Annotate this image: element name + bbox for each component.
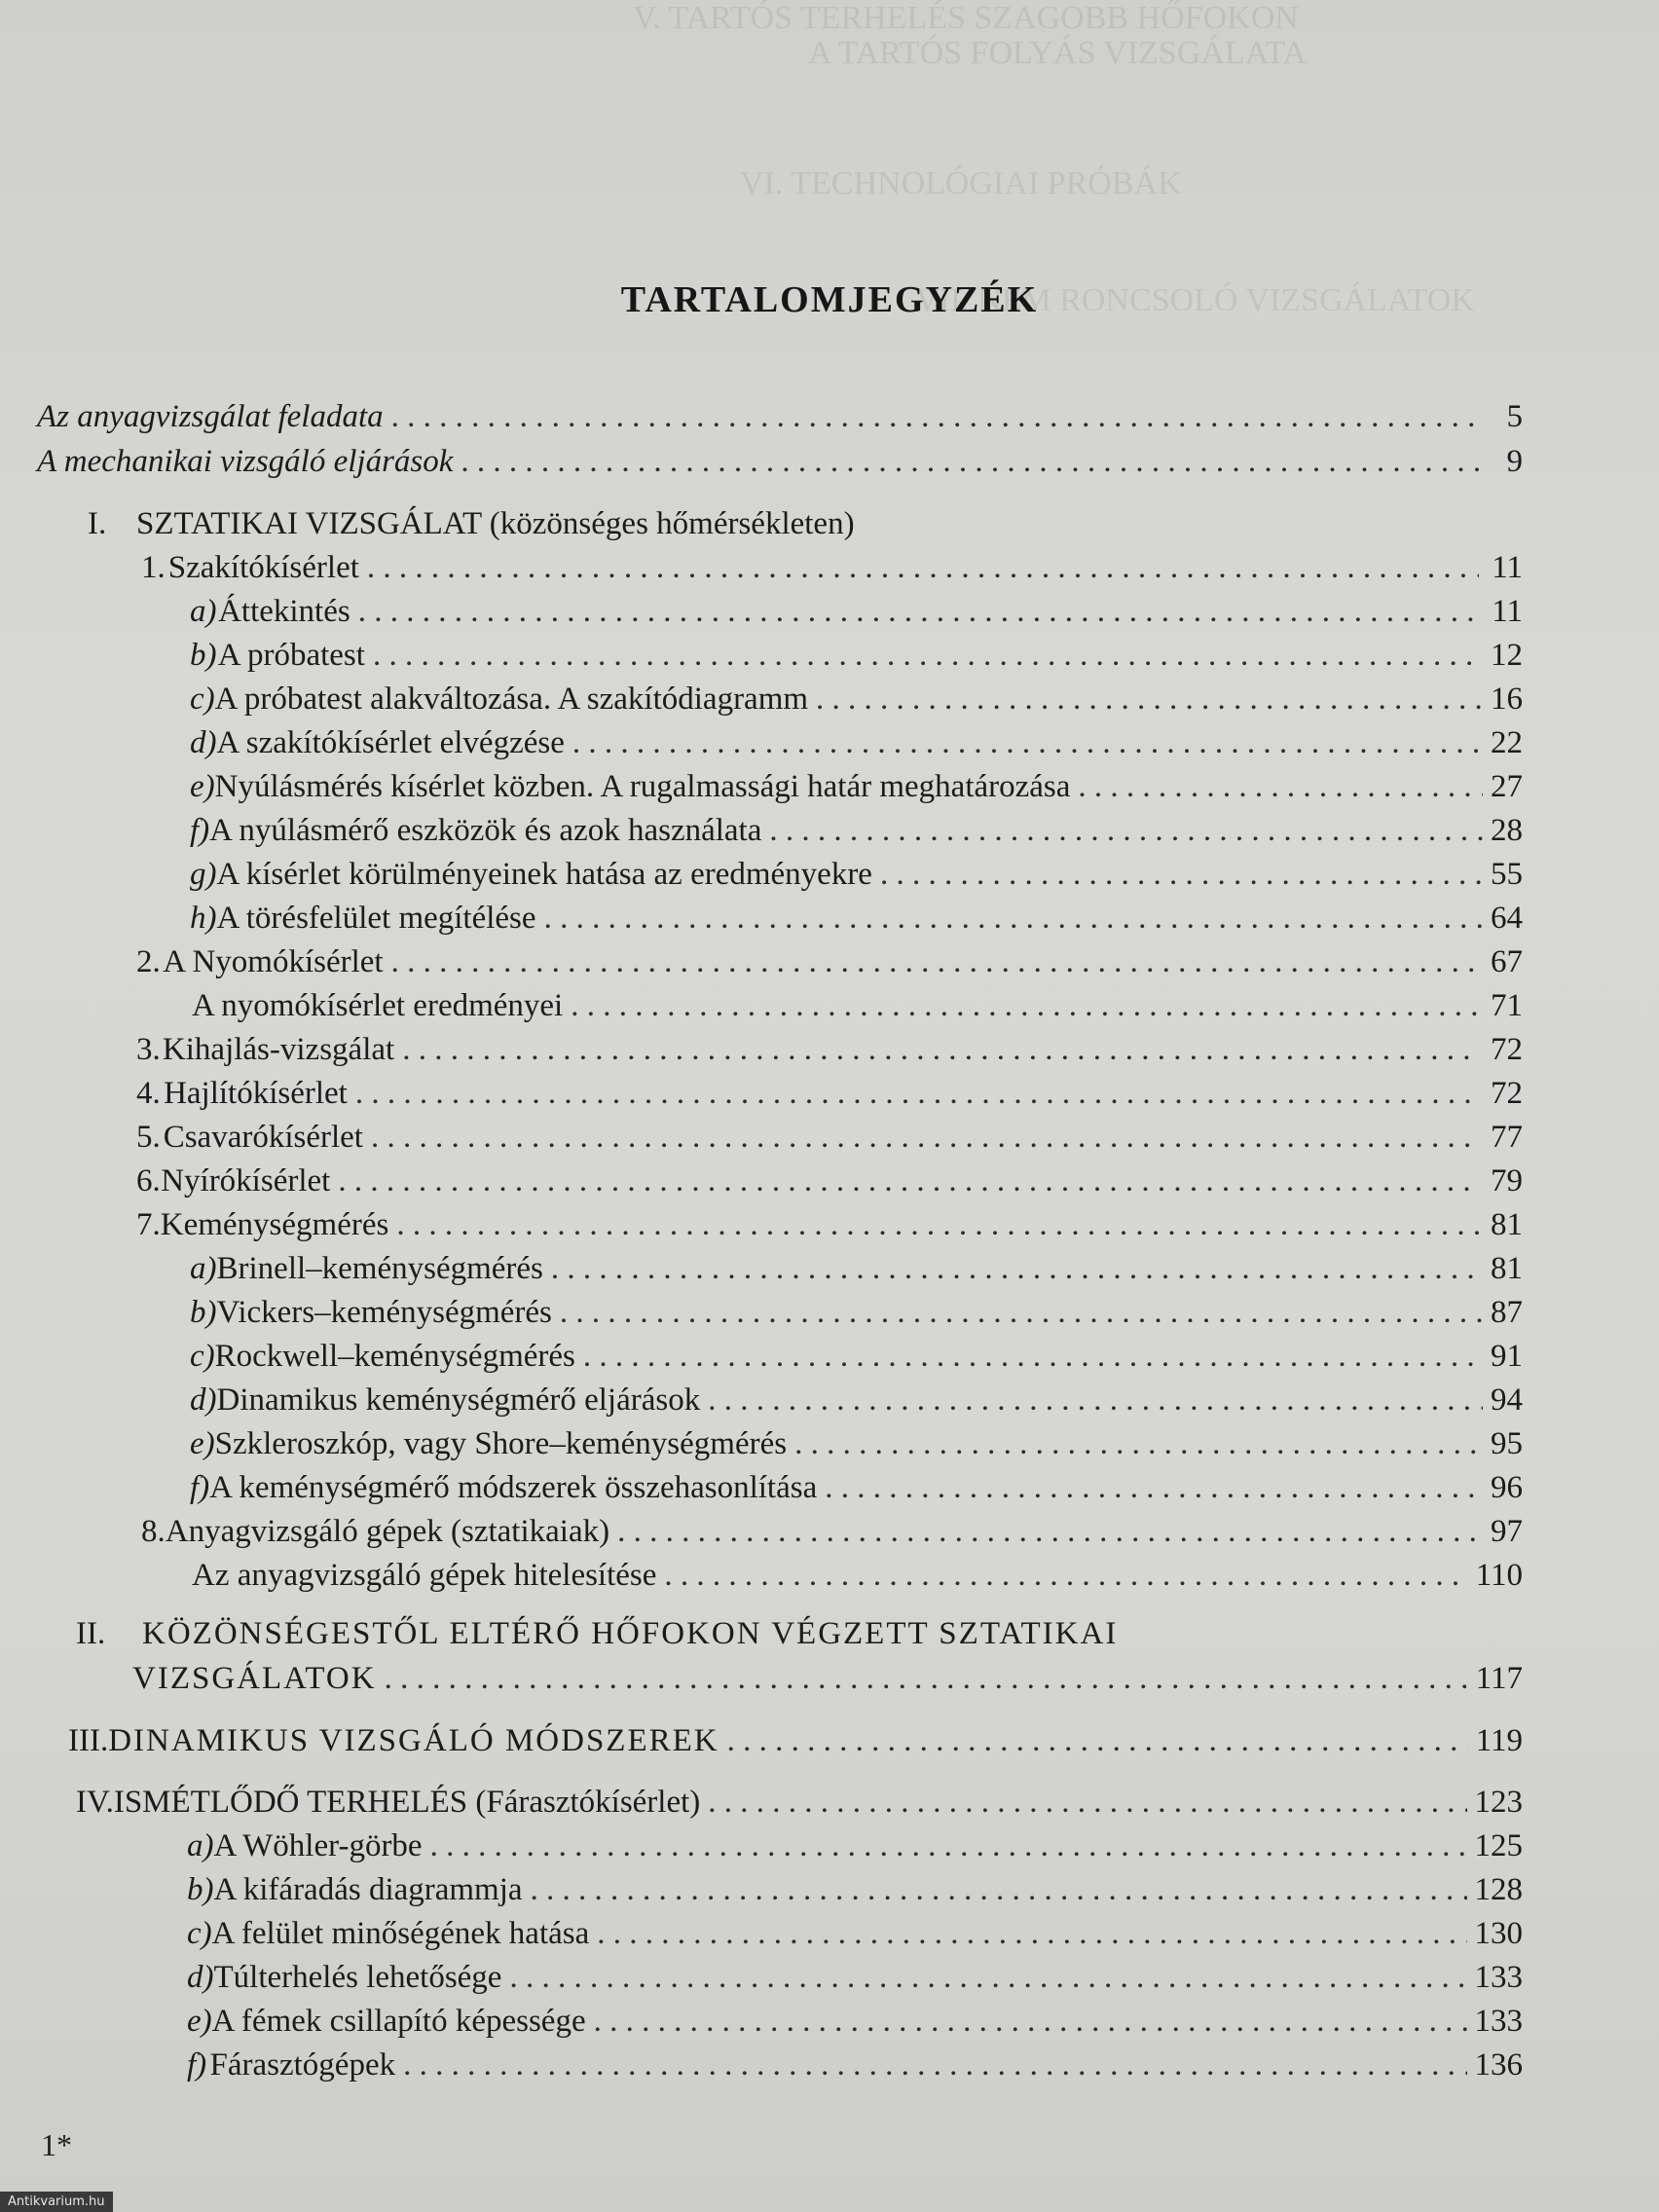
leader-dots (461, 444, 1481, 480)
toc-entry-marker: f) (190, 1470, 210, 1505)
toc-entry-label: A mechanikai vizsgáló eljárások (37, 444, 454, 479)
toc-entry-marker: d) (190, 1382, 217, 1418)
toc-entry-marker: 1. (141, 550, 166, 585)
toc-entry-marker: f) (190, 813, 210, 848)
bleed-through-text: VI. TECHNOLÓGIAI PRÓBÁK (740, 166, 1182, 202)
toc-entry (187, 1828, 1523, 1871)
toc-entry-marker: b) (190, 1295, 217, 1330)
toc-entry (136, 944, 1523, 987)
toc-entry-label: SZTATIKAI VIZSGÁLAT (közönséges hőmérsékleten) (136, 506, 855, 541)
toc-entry-marker: d) (190, 725, 217, 760)
toc-entry (190, 901, 1523, 943)
toc-entry (187, 1872, 1523, 1915)
toc-entry-page: 16 (1491, 682, 1523, 717)
toc-entry-page: 94 (1491, 1382, 1523, 1418)
toc-section-heading (68, 1723, 1523, 1766)
toc-entry-page: 136 (1474, 2047, 1523, 2083)
leader-dots (338, 1163, 1477, 1199)
leader-dots (594, 2004, 1467, 2040)
toc-entry-page: 133 (1474, 1960, 1523, 1995)
leader-dots (597, 1916, 1466, 1952)
toc-entry-label: Hajlítókísérlet (164, 1076, 348, 1111)
leader-dots (727, 1723, 1468, 1759)
toc-entry-label: Túlterhelés lehetősége (213, 1960, 502, 1995)
toc-entry (132, 1661, 1523, 1704)
toc-entry-marker: e) (190, 1426, 215, 1461)
toc-entry (136, 1120, 1523, 1162)
toc-entry-marker: 5. (136, 1120, 161, 1155)
toc-entry-page: 5 (1506, 399, 1523, 434)
toc-entry (190, 1382, 1523, 1425)
toc-entry-label: Dinamikus keménységmérő eljárások (216, 1382, 701, 1418)
toc-entry-marker: h) (190, 901, 217, 936)
toc-entry (187, 2004, 1523, 2046)
signature-mark: 1* (41, 2127, 72, 2162)
toc-entry-page: 28 (1491, 813, 1523, 848)
leader-dots (430, 1828, 1467, 1864)
toc-entry-label: Szakítókísérlet (167, 550, 359, 585)
toc-entry-label: A fémek csillapító képessége (211, 2004, 586, 2039)
toc-entry-page: 11 (1492, 594, 1523, 629)
leader-dots (664, 1558, 1467, 1594)
toc-entry-page: 72 (1490, 1076, 1523, 1111)
leader-dots (355, 1076, 1478, 1112)
toc-entry (37, 399, 1523, 442)
toc-entry (192, 1558, 1523, 1601)
toc-entry-page: 81 (1491, 1207, 1523, 1242)
toc-entry (37, 444, 1523, 487)
leader-dots (391, 399, 1480, 435)
toc-entry-marker: 2. (136, 944, 161, 979)
toc-entry (141, 1514, 1523, 1557)
toc-entry (136, 1076, 1523, 1119)
toc-entry-label: Anyagvizsgáló gépek (sztatikaiak) (165, 1514, 610, 1549)
leader-dots (572, 725, 1483, 761)
toc-entry (190, 1339, 1523, 1382)
toc-entry-page: 128 (1474, 1872, 1523, 1907)
toc-entry-marker: I. (88, 506, 107, 541)
leader-dots (385, 1661, 1468, 1697)
leader-dots (1078, 769, 1483, 805)
leader-dots (551, 1251, 1483, 1287)
toc-entry-marker: 8. (141, 1514, 166, 1549)
toc-entry (190, 638, 1523, 681)
toc-entry-label: A próbatest (217, 638, 365, 673)
toc-entry-page: 110 (1475, 1558, 1523, 1593)
toc-entry-label: Nyírókísérlet (161, 1163, 331, 1198)
toc-entry-page: 9 (1506, 444, 1523, 479)
toc-entry (187, 2047, 1523, 2090)
toc-entry-marker: b) (190, 638, 217, 673)
toc-entry (190, 769, 1523, 812)
toc-entry-label: Keménységmérés (160, 1207, 389, 1242)
toc-entry-page: 133 (1474, 2004, 1523, 2039)
bleed-through-text: A TARTÓS FOLYÁS VIZSGÁLATA (808, 35, 1308, 71)
toc-entry-marker: f) (187, 2047, 207, 2083)
toc-entry-marker: 4. (136, 1076, 161, 1111)
toc-entry-marker: e) (190, 769, 215, 804)
toc-entry-label: A felület minőségének hatása (211, 1916, 590, 1951)
toc-entry-marker: a) (190, 594, 217, 629)
leader-dots (396, 1207, 1479, 1243)
toc-entry-label: A nyomókísérlet eredményei (192, 988, 564, 1023)
toc-entry-marker: c) (190, 682, 215, 717)
toc-entry-label: DINAMIKUS VIZSGÁLÓ MÓDSZEREK (108, 1723, 719, 1758)
toc-entry-page: 64 (1491, 901, 1523, 936)
toc-entry-label: Vickers–keménységmérés (216, 1295, 552, 1330)
toc-entry-page: 117 (1475, 1661, 1523, 1696)
toc-entry-label: Kihajlás-vizsgálat (162, 1032, 395, 1067)
toc-entry (136, 1207, 1523, 1250)
toc-entry-page: 119 (1475, 1723, 1523, 1758)
toc-entry (190, 682, 1523, 724)
toc-entry-page: 67 (1491, 944, 1523, 979)
toc-entry (192, 988, 1523, 1031)
toc-entry-label: A Nyomókísérlet (163, 944, 384, 979)
toc-entry-label: Csavarókísérlet (163, 1120, 363, 1155)
toc-entry-marker: a) (190, 1251, 217, 1286)
toc-entry-label: Fárasztógépek (209, 2047, 396, 2083)
toc-entry-label: Rockwell–keménységmérés (214, 1339, 575, 1374)
toc-entry (190, 594, 1523, 637)
toc-entry-label: VIZSGÁLATOK (132, 1661, 377, 1696)
leader-dots (794, 1426, 1483, 1462)
toc-entry-label: A kísérlet körülményeinek hatása az eredményekre (216, 857, 872, 892)
toc-entry-label: A Wöhler-görbe (213, 1828, 423, 1863)
toc-entry-page: 91 (1491, 1339, 1523, 1374)
toc-entry (136, 1032, 1523, 1075)
toc-entry-page: 125 (1474, 1828, 1523, 1863)
leader-dots (571, 988, 1483, 1024)
toc-entry-page: 71 (1491, 988, 1523, 1023)
toc-entry-page: 97 (1491, 1514, 1523, 1549)
toc-entry (136, 1163, 1523, 1206)
toc-entry-marker: c) (187, 1916, 212, 1951)
toc-entry-label: A törésfelület megítélése (216, 901, 536, 936)
leader-dots (880, 857, 1483, 893)
toc-entry-marker: 7. (136, 1207, 161, 1242)
toc-entry-page: 22 (1491, 725, 1523, 760)
toc-entry (190, 1295, 1523, 1338)
watermark-label: Antikvarium.hu (0, 2192, 113, 2212)
toc-entry-label: Nyúlásmérés kísérlet közben. A rugalmassági határ meghatározása (214, 769, 1071, 804)
toc-entry-label: Áttekintés (218, 594, 350, 629)
leader-dots (391, 944, 1480, 980)
toc-entry (190, 725, 1523, 768)
leader-dots (769, 813, 1483, 849)
toc-entry-marker: d) (187, 1960, 214, 1995)
toc-section-heading (88, 506, 1523, 549)
toc-entry-marker: a) (187, 1828, 214, 1863)
leader-dots (402, 1032, 1480, 1068)
toc-entry-label: Az anyagvizsgáló gépek hitelesítése (192, 1558, 657, 1593)
page-title: TARTALOMJEGYZÉK (620, 279, 1039, 320)
bleed-through-text: VII. NEM RONCSOLÓ VIZSGÁLATOK (915, 282, 1475, 318)
toc-section-heading (76, 1785, 1523, 1827)
leader-dots (708, 1382, 1483, 1419)
toc-entry-marker: e) (187, 2004, 212, 2039)
leader-dots (560, 1295, 1483, 1331)
toc-entry-label: Szkleroszkóp, vagy Shore–keménységmérés (214, 1426, 788, 1461)
leader-dots (531, 1872, 1467, 1908)
toc-section-heading (76, 1616, 1523, 1659)
toc-entry-label: Brinell–keménységmérés (216, 1251, 543, 1286)
toc-entry-page: 12 (1490, 638, 1523, 673)
toc-entry-page: 81 (1491, 1251, 1523, 1286)
leader-dots (358, 594, 1479, 630)
toc-entry (190, 813, 1523, 856)
leader-dots (825, 1470, 1483, 1506)
toc-entry-label: KÖZÖNSÉGESTŐL ELTÉRŐ HŐFOKON VÉGZETT SZTATIKAI (142, 1616, 1119, 1651)
toc-entry-page: 72 (1490, 1032, 1523, 1067)
leader-dots (544, 901, 1483, 937)
toc-entry (190, 1426, 1523, 1469)
toc-entry-page: 87 (1491, 1295, 1523, 1330)
toc-entry-page: 79 (1491, 1163, 1523, 1198)
leader-dots (367, 550, 1479, 586)
leader-dots (583, 1339, 1483, 1375)
toc-entry-page: 96 (1491, 1470, 1523, 1505)
leader-dots (371, 1120, 1479, 1156)
toc-entry (187, 1916, 1523, 1959)
toc-entry-label: A szakítókísérlet elvégzése (216, 725, 565, 760)
toc-entry-page: 123 (1474, 1785, 1523, 1820)
bleed-through-text: V. TARTÓS TERHELÉS SZAGOBB HŐFOKON (633, 0, 1299, 36)
leader-dots (403, 2047, 1466, 2083)
toc-entry-page: 95 (1491, 1426, 1523, 1461)
toc-entry-marker: III. (68, 1723, 109, 1758)
toc-entry-marker: 6. (136, 1163, 161, 1198)
leader-dots (509, 1960, 1466, 1996)
toc-entry (187, 1960, 1523, 2003)
leader-dots (816, 682, 1483, 718)
toc-entry (190, 1470, 1523, 1513)
toc-entry (190, 1251, 1523, 1294)
toc-entry (141, 550, 1523, 593)
toc-entry-page: 77 (1490, 1120, 1523, 1155)
toc-entry-page: 11 (1492, 550, 1523, 585)
toc-entry-marker: b) (187, 1872, 214, 1907)
toc-entry-marker: c) (190, 1339, 215, 1374)
toc-entry-label: A nyúlásmérő eszközök és azok használata (209, 813, 762, 848)
toc-entry-page: 130 (1474, 1916, 1523, 1951)
toc-entry-marker: IV. (76, 1785, 114, 1820)
toc-entry-page: 27 (1491, 769, 1523, 804)
leader-dots (617, 1514, 1483, 1550)
leader-dots (708, 1785, 1466, 1821)
toc-entry-page: 55 (1491, 857, 1523, 892)
toc-entry-marker: g) (190, 857, 217, 892)
toc-entry-label: A kifáradás diagrammja (213, 1872, 523, 1907)
toc-entry-marker: II. (76, 1616, 106, 1651)
toc-entry (190, 857, 1523, 900)
leader-dots (373, 638, 1479, 674)
toc-entry-label: A próbatest alakváltozása. A szakítódiagramm (214, 682, 809, 717)
toc-entry-label: Az anyagvizsgálat feladata (37, 399, 384, 434)
toc-entry-label: ISMÉTLŐDŐ TERHELÉS (Fárasztókísérlet) (113, 1785, 701, 1820)
toc-entry-label: A keménységmérő módszerek összehasonlítása (209, 1470, 818, 1505)
toc-entry-marker: 3. (136, 1032, 161, 1067)
